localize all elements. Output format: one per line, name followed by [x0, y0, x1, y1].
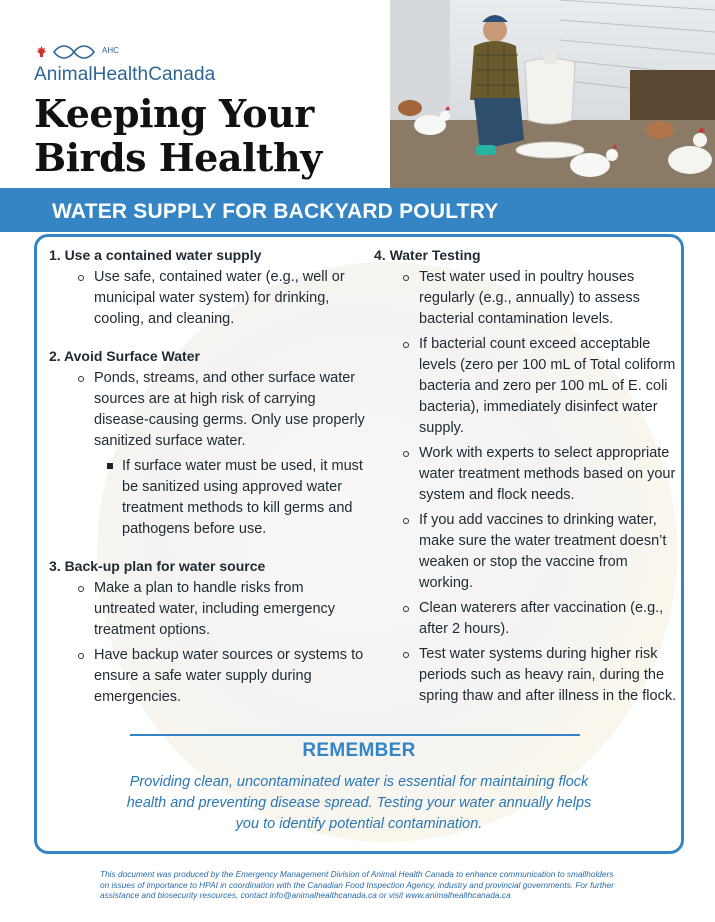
section-title: 4. Water Testing	[374, 247, 481, 263]
list-item: If you add vaccines to drinking water, make sure the water treatment doesn’t weaken or stop the vaccine from working.	[374, 510, 684, 594]
section-backup-plan	[49, 556, 365, 708]
animal-health-canada-logo	[34, 40, 234, 86]
logo-ahc-label: AHC	[102, 46, 119, 55]
right-column	[374, 245, 684, 723]
section-water-testing	[374, 245, 684, 707]
section-title: 2. Avoid Surface Water	[49, 348, 200, 364]
section-title: 1. Use a contained water supply	[49, 247, 262, 263]
logo-wordmark: AnimalHealthCanada	[34, 64, 216, 85]
list-item: Have backup water sources or systems to ensure a safe water supply during emergencies.	[49, 645, 365, 708]
section-contained-water	[49, 245, 365, 330]
list-item: Test water systems during higher risk periods such as heavy rain, during the spring thaw and after illness in the flock.	[374, 644, 684, 707]
content-frame	[34, 234, 684, 854]
sub-list-item: If surface water must be used, it must be sanitized using approved water treatment methods to kill germs and pathogens before use.	[49, 456, 365, 540]
left-column	[49, 245, 365, 724]
section-title: 3. Back-up plan for water source	[49, 558, 266, 574]
list-item: If bacterial count exceed acceptable levels (zero per 100 mL of Total coliform bacteria and zero per 100 mL of E. coli bacteria), immediately disinfect water supply.	[374, 334, 684, 439]
list-item: Use safe, contained water (e.g., well or municipal water system) for drinking, cooling, and cleaning.	[49, 267, 365, 330]
section-surface-water	[49, 346, 365, 540]
remember-text: Providing clean, uncontaminated water is essential for maintaining flock health and preventing disease spread. Testing your water annually helps you to identify potential contamination.	[126, 774, 592, 832]
list-item: Work with experts to select appropriate water treatment methods based on your system and flock needs.	[374, 443, 684, 506]
list-item: Make a plan to handle risks from untreated water, including emergency treatment options.	[49, 578, 365, 641]
remember-title: REMEMBER	[302, 740, 416, 761]
footer-note: This document was produced by the Emergency Management Division of Animal Health Canada to enhance communication to smallholders on issues of importance to HPAI in coordination with the Canadian Food Inspection Agency, industry and provincial governments. For further assistance and biosecurity resources, contact info@animalhealthcanada.ca or visit www.animalhealthcanada.ca	[100, 869, 615, 900]
page-title: Keeping Your Birds Healthy	[34, 91, 322, 180]
farmer-poultry-photo	[390, 0, 715, 188]
list-item: Clean waterers after vaccination (e.g., after 2 hours).	[374, 598, 684, 640]
remember-divider	[130, 734, 580, 736]
list-item: Test water used in poultry houses regularly (e.g., annually) to assess bacterial contamination levels.	[374, 267, 684, 330]
list-item: Ponds, streams, and other surface water sources are at high risk of carrying disease-causing germs. Only use properly sanitized surface water.	[49, 368, 365, 452]
banner-title: WATER SUPPLY FOR BACKYARD POULTRY	[52, 200, 499, 223]
